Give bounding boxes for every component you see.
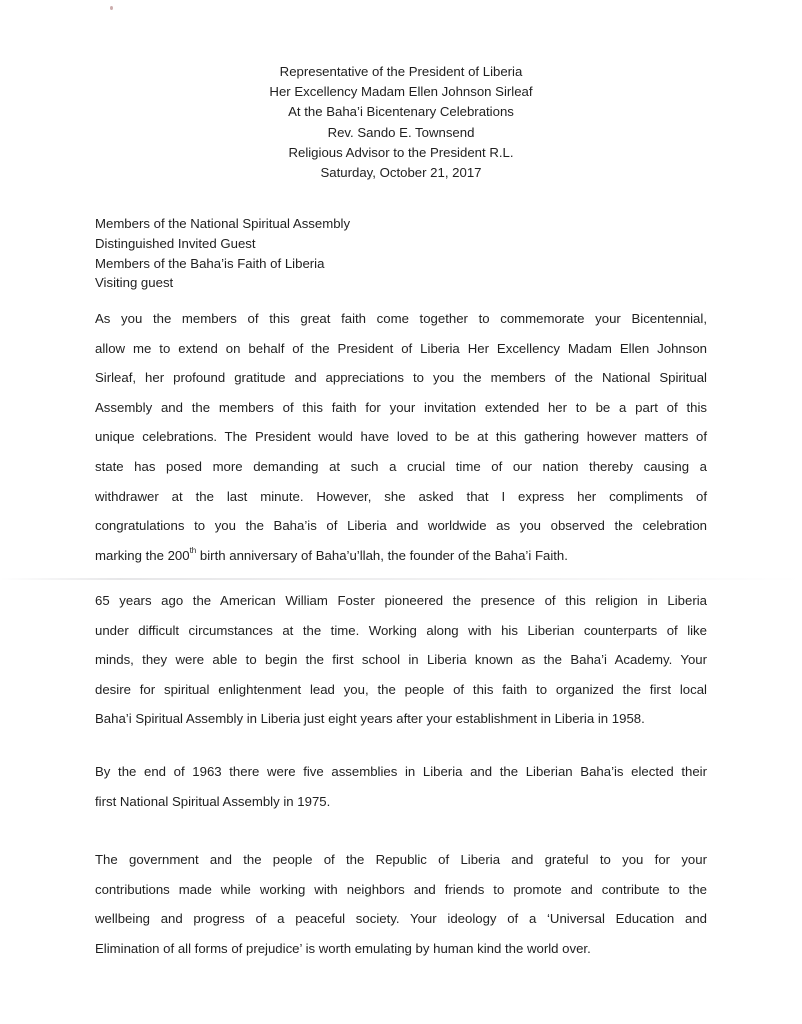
superscript: th (189, 546, 197, 556)
scan-artifact (0, 578, 802, 580)
text-segment: marking the 200 (95, 547, 190, 563)
paragraph-3 (95, 757, 707, 816)
paragraph-line: first National Spiritual Assembly in 1975. (95, 793, 331, 809)
paragraph-line: wellbeing and progress of a peaceful society. Your ideology of a ‘Universal Education and (95, 911, 707, 927)
salutation-line: Visiting guest (95, 275, 174, 291)
paragraph-line: congratulations to you the Baha’is of Liberia and worldwide as you observed the celebration (95, 518, 707, 534)
paragraph-line: minds, they were able to begin the first school in Liberia known as the Baha’i Academy. Your (95, 652, 707, 668)
paragraph-line: state has posed more demanding at such a crucial time of our nation thereby causing a (95, 458, 707, 474)
paragraph-line: unique celebrations. The President would have loved to be at this gathering however matters of (95, 429, 707, 445)
salutation-line: Members of the Baha’is Faith of Liberia (95, 255, 325, 271)
salutation-block (95, 214, 350, 293)
paragraph-line: withdrawer at the last minute. However, she asked that I express her compliments of (95, 488, 707, 504)
header-line: Representative of the President of Liberia (279, 64, 523, 79)
header-line: Saturday, October 21, 2017 (320, 165, 482, 181)
paragraph-line: under difficult circumstances at the time. Working along with his Liberian counterparts of like (95, 622, 707, 638)
salutation-line: Distinguished Invited Guest (95, 235, 256, 251)
header-line: Rev. Sando E. Townsend (327, 124, 475, 140)
paragraph-line: By the end of 1963 there were five assemblies in Liberia and the Liberian Baha’is elected their (95, 764, 707, 779)
salutation-line: Members of the National Spiritual Assembly (95, 216, 351, 231)
header-line: Religious Advisor to the President R.L. (288, 144, 514, 160)
paragraph-1 (95, 304, 707, 570)
paragraph-line: Assembly and the members of this faith for your invitation extended her to be a part of this (95, 399, 707, 415)
paragraph-line: contributions made while working with neighbors and friends to promote and contribute to the (95, 881, 707, 897)
paragraph-line: Elimination of all forms of prejudice’ is worth emulating by human kind the world over. (95, 940, 591, 956)
paragraph-line: The government and the people of the Republic of Liberia and grateful to you for your (95, 852, 707, 867)
paragraph-4 (95, 845, 707, 963)
paragraph-line: allow me to extend on behalf of the President of Liberia Her Excellency Madam Ellen Johnson (95, 340, 707, 356)
scan-speck (110, 6, 113, 10)
paragraph-line: As you the members of this great faith come together to commemorate your Bicentennial, (95, 311, 707, 326)
header-line: At the Baha’i Bicentenary Celebrations (288, 104, 514, 120)
text-segment: birth anniversary of Baha’u’llah, the founder of the Baha’i Faith. (196, 547, 568, 563)
paragraph-line: 65 years ago the American William Foster pioneered the presence of this religion in Liberia (95, 593, 707, 608)
paragraph-line: Sirleaf, her profound gratitude and appreciations to you the members of the National Spiritual (95, 370, 707, 386)
header-line: Her Excellency Madam Ellen Johnson Sirleaf (269, 84, 533, 100)
paragraph-2 (95, 586, 707, 734)
paragraph-line: desire for spiritual enlightenment lead you, the people of this faith to organized the first local (95, 681, 707, 697)
document-header (0, 62, 802, 183)
paragraph-line: Baha’i Spiritual Assembly in Liberia just eight years after your establishment in Liberia in 1958. (95, 711, 645, 727)
paragraph-line-last (95, 541, 707, 571)
